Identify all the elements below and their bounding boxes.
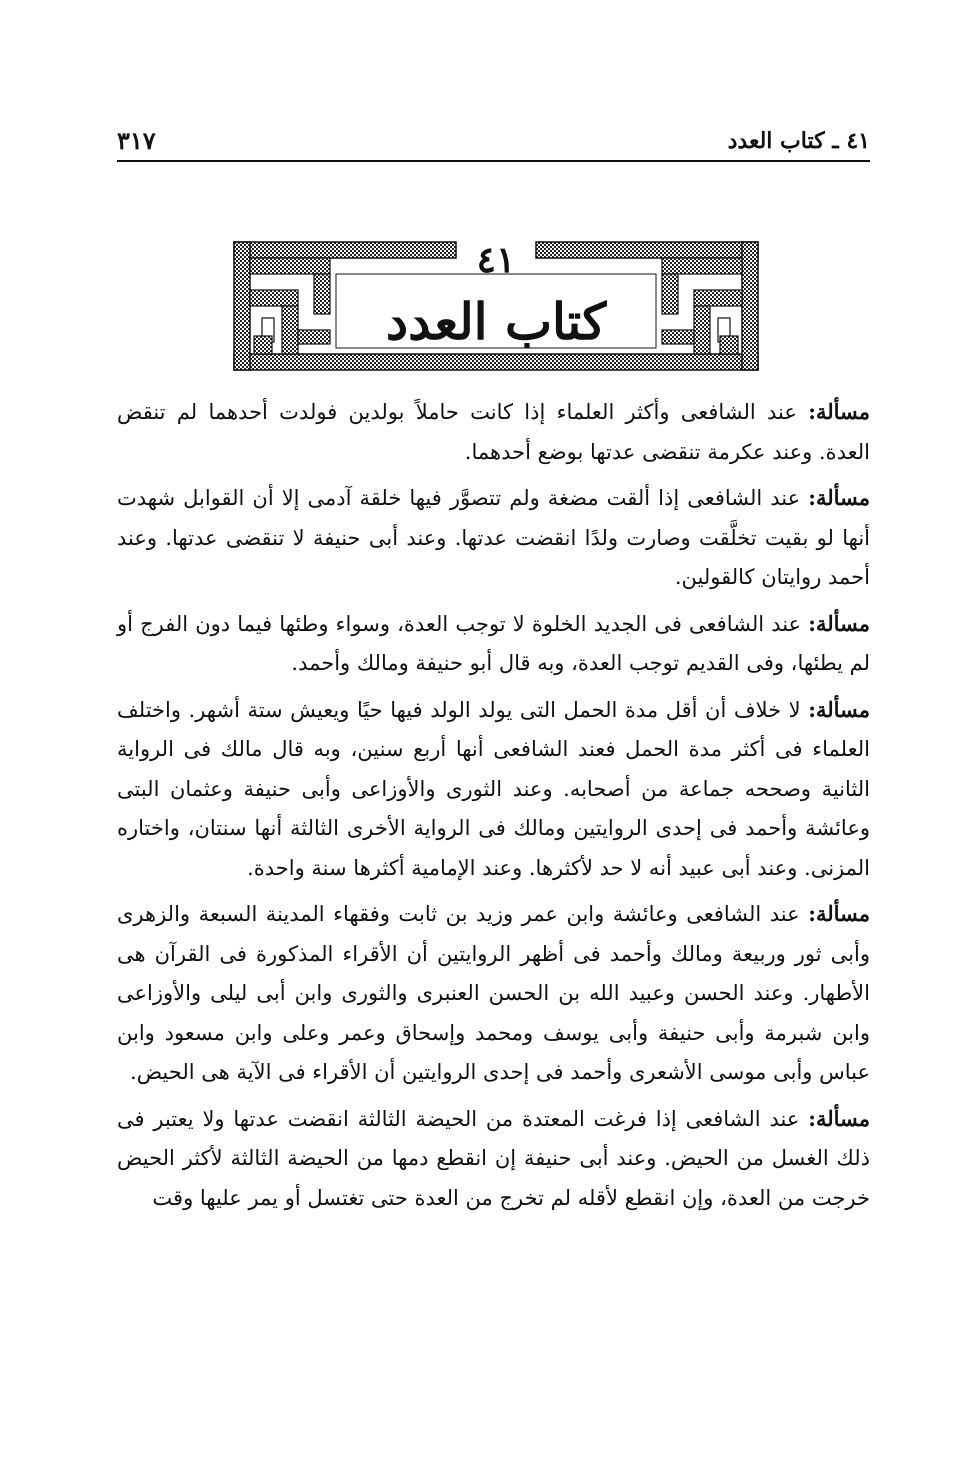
issue-label: مسألة: xyxy=(808,485,870,510)
issue-paragraph xyxy=(117,604,870,684)
issue-paragraph xyxy=(117,894,870,1093)
issue-paragraph xyxy=(117,1099,870,1219)
header-rule xyxy=(117,160,870,162)
issue-label: مسألة: xyxy=(808,610,870,636)
page-number: ٣١٧ xyxy=(117,126,156,155)
issue-text: عند الشافعى إذا فرغت المعتدة من الحيضة الثالثة انقضت عدتها ولا يعتبر فى ذلك الغسل من الحيض. وعند أبى حنيفة إن انقطع دمها من الحيضة الثالثة لأكثر الحيض خرجت من العدة، وإن انقطع لأقله لم تخرج من العدة حتى تغتسل أو يمر عليها وقت xyxy=(117,1106,870,1210)
chapter-title: كتاب العدد xyxy=(385,292,607,351)
issue-text: عند الشافعى إذا ألقت مضغة ولم تتصوَّر فيها خلقة آدمى إلا أن القوابل شهدت أنها لو بقيت تخلَّقت وصارت ولدًا انقضت عدتها. وعند أبى حنيفة لا تنقضى عدتها. وعند أحمد روايتان كالقولين. xyxy=(117,486,870,589)
issue-label: مسألة: xyxy=(808,901,870,926)
issue-text: عند الشافعى وأكثر العلماء إذا كانت حاملاً بولدين فولدت أحدهما لم تنقض العدة. وعند عكرمة تنقضى عدتها بوضع أحدهما. xyxy=(117,400,870,464)
running-header-title: ٤١ ـ كتاب العدد xyxy=(727,128,870,154)
issue-paragraph xyxy=(117,478,870,598)
issue-label: مسألة: xyxy=(808,1105,870,1131)
issue-paragraph xyxy=(117,392,870,472)
issue-label: مسألة: xyxy=(808,399,871,424)
issue-label: مسألة: xyxy=(808,696,870,722)
chapter-heading-frame xyxy=(224,232,768,380)
running-header xyxy=(117,124,870,164)
chapter-number: ٤١ xyxy=(476,239,516,281)
body-text xyxy=(117,392,870,1224)
issue-text: عند الشافعى وعائشة وابن عمر وزيد بن ثابت وفقهاء المدينة السبعة والزهرى وأبى ثور وربيعة ومالك وأحمد فى أظهر الروايتين أن الأقراء المذكورة فى القرآن هى الأطهار. وعند الحسن وعبيد الله بن الحسن العنبرى والثورى وابن أبى ليلى والأوزاعى وابن شبرمة وأبى حنيفة وأبى يوسف ومحمد وإسحاق وعمر وعلى وابن مسعود وابن عباس وأبى موسى الأشعرى وأحمد فى إحدى الروايتين أن الأقراء فى الآية هى الحيض. xyxy=(117,902,870,1084)
issue-text: لا خلاف أن أقل مدة الحمل التى يولد الولد فيها حيًا ويعيش ستة أشهر. واختلف العلماء فى أكثر مدة الحمل فعند الشافعى أنها أربع سنين، وبه قال مالك فى الرواية الثانية وصححه جماعة من أصحابه. وعند الثورى والأوزاعى وأبى حنيفة وعثمان البتى وعائشة وأحمد فى إحدى الروايتين ومالك فى الرواية الأخرى الثالثة أنها سنتان، واختاره المزنى. وعند أبى عبيد أنه لا حد لأكثرها. وعند الإمامية أكثرها سنة واحدة. xyxy=(117,697,870,880)
issue-paragraph xyxy=(117,690,870,889)
issue-text: عند الشافعى فى الجديد الخلوة لا توجب العدة، وسواء وطئها فيما دون الفرج أو لم يطئها، وفى القديم توجب العدة، وبه قال أبو حنيفة ومالك وأحمد. xyxy=(117,611,870,675)
